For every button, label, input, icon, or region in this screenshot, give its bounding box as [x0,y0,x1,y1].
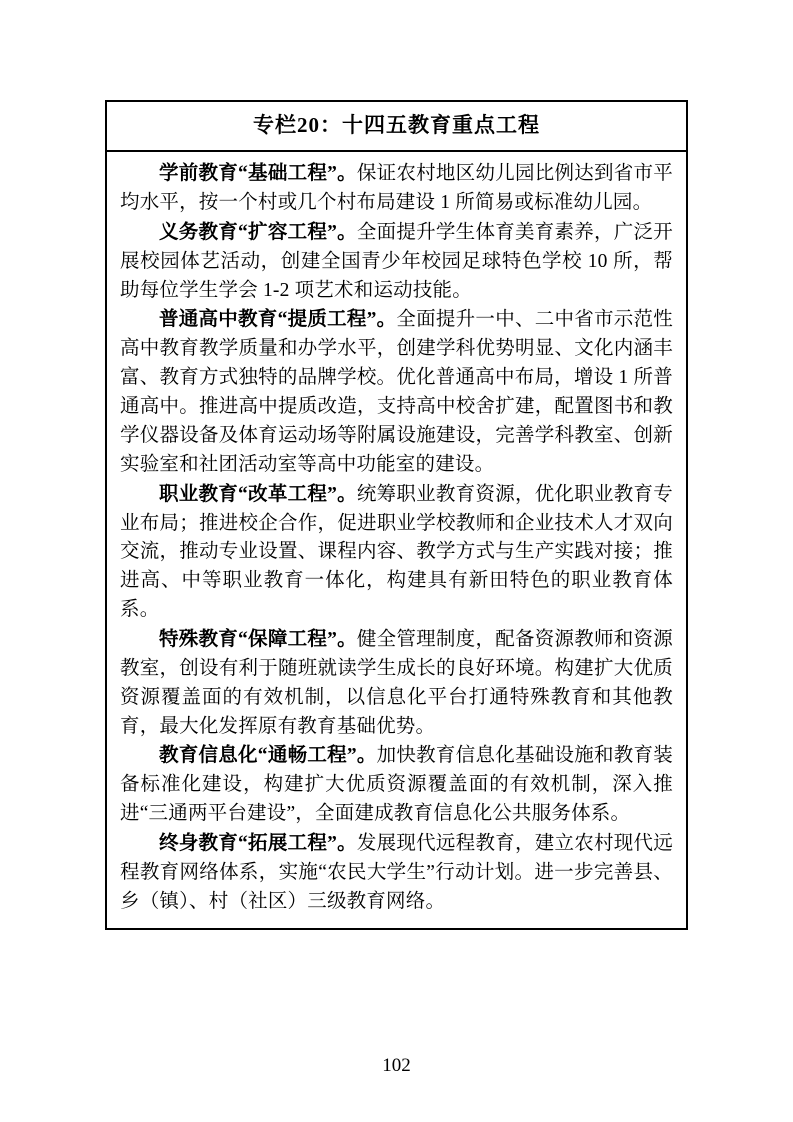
paragraph-body: 健全管理制度，配备资源教师和资源教室，创设有利于随班就读学生成长的良好环境。构建扩大优质资源覆盖面的有效机制，以信息化平台打通特殊教育和其他教育，最大化发挥原有教育基础优势。 [120,628,673,737]
paragraph-body: 统筹职业教育资源，优化职业教育专业布局；推进校企合作，促进职业学校教师和企业技术人才双向交流，推动专业设置、课程内容、教学方式与生产实践对接；推进高、中等职业教育一体化，构建具有新田特色的职业教育体系。 [120,483,673,621]
feature-box-title: 专栏20：十四五教育重点工程 [107,102,686,152]
paragraph-lead: 普通高中教育“提质工程”。 [159,309,397,331]
paragraph-body: 全面提升一中、二中省市示范性高中教育教学质量和办学水平，创建学科优势明显、文化内涵丰富、教育方式独特的品牌学校。优化普通高中布局，增设 1 所普通高中。推进高中提质改造，支持高中校舍扩建，配置图书和教学仪器设备及体育运动场等附属设施建设，完善学科教室、创新实验室和社团活动室等高中功能室的建设。 [120,309,673,475]
paragraph-body: 全面提升学生体育美育素养，广泛开展校园体艺活动，创建全国青少年校园足球特色学校 10 所，帮助每位学生学会 1-2 项艺术和运动技能。 [120,221,673,301]
paragraph [120,481,673,625]
paragraph-lead: 学前教育“基础工程”。 [159,163,357,185]
paragraph-lead: 义务教育“扩容工程”。 [159,221,357,243]
paragraph [120,219,673,306]
paragraph-lead: 教育信息化“通畅工程”。 [159,745,377,767]
page-number: 102 [382,1055,411,1076]
paragraph-lead: 特殊教育“保障工程”。 [159,628,357,650]
paragraph-body: 保证农村地区幼儿园比例达到省市平均水平，按一个村或几个村布局建设 1 所简易或标准幼儿园。 [120,163,673,214]
paragraph [120,742,673,829]
paragraph-lead: 职业教育“改革工程”。 [159,483,357,505]
feature-box [105,100,688,930]
paragraph-lead: 终身教育“拓展工程”。 [159,832,357,854]
paragraph [120,160,673,218]
paragraph [120,626,673,741]
paragraph-body: 加快教育信息化基础设施和教育装备标准化建设，构建扩大优质资源覆盖面的有效机制，深入推进“三通两平台建设”，全面建成教育信息化公共服务体系。 [120,745,673,825]
paragraph [120,830,673,917]
paragraph [120,306,673,479]
feature-box-body [107,152,686,927]
paragraph-body: 发展现代远程教育，建立农村现代远程教育网络体系，实施“农民大学生”行动计划。进一步完善县、乡（镇）、村（社区）三级教育网络。 [120,832,673,912]
